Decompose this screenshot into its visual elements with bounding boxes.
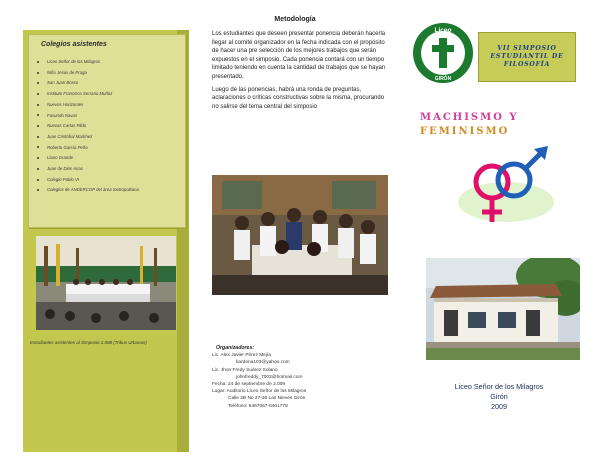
school-item (37, 185, 139, 196)
right-footer (420, 382, 578, 412)
methodology-paragraph: Los estudiantes que deseen presentar ponencia deberán hacerla llegar al comité organizador en la fecha indicada con el propósito de hacer una pre selección de los mejores trabajos que serán expuestos en el simposio. Cada ponencia contará con un tiempo limitado teniendo en cuenta la cantidad de trabajos que se hayan presentado. (212, 31, 386, 80)
school-item (37, 143, 139, 154)
school-logo (412, 22, 474, 84)
bullet-icon (37, 104, 39, 106)
bullet-icon (37, 136, 39, 138)
organizer-line: Lic. Jhon Fredy Suárez Solano (212, 367, 278, 373)
event-phone: Teléfono: 6467067-6461778 (228, 403, 288, 409)
school-name: Niño Jesús de Praga (47, 69, 87, 75)
footer-year: 2009 (491, 402, 507, 411)
school-name: Liceo Señor de los Milagros (47, 59, 101, 64)
schools-list (37, 57, 139, 196)
auditorium-photo (36, 236, 176, 330)
school-name: Facundo Navas (47, 112, 78, 118)
event-address: Calle 2B No 27-35 Las Nieves Girón (228, 396, 306, 402)
school-item (37, 121, 139, 132)
school-name: Nuevos Horizontes (47, 101, 84, 107)
school-name: Instituto Francisco Serrano Muñoz (47, 91, 113, 97)
school-name: Juan Cristóbal Martínez (47, 133, 93, 139)
event-title-line: ESTUDIANTIL DE (490, 53, 564, 60)
school-item (37, 153, 139, 164)
footer-school-name: Liceo Señor de los Milagros (454, 382, 544, 391)
school-name: Juan de Dios Arias (47, 166, 83, 172)
bullet-icon (37, 125, 39, 127)
school-item (37, 132, 139, 143)
bullet-icon (37, 61, 39, 63)
school-item (37, 164, 139, 175)
bullet-icon (37, 82, 39, 84)
bullet-icon (37, 157, 39, 159)
theme-title-line2: FEMINISMO (420, 126, 510, 137)
bullet-icon (37, 146, 39, 148)
school-name: Nuevas Cartas Pildo (47, 123, 87, 129)
school-item (37, 100, 139, 111)
event-date: Fecha: 24 de septiembre de 2.009 (212, 382, 286, 388)
event-title-box (478, 32, 576, 82)
event-title-line: FILOSOFÍA (503, 61, 551, 68)
bullet-icon (37, 93, 39, 95)
organizer-line: Lic. Alex Javier Pérez Mejía (212, 353, 271, 359)
school-name: Roberto García Peña (47, 144, 88, 150)
school-name: San Juan Bosco (47, 80, 79, 86)
school-item (37, 68, 139, 79)
bullet-icon (37, 189, 39, 191)
school-item (37, 175, 139, 186)
organizer-email: kardena103@yahoo.com (236, 360, 290, 366)
organizers-title: Organizadores: (216, 345, 255, 351)
organizer-email: johnfreddy_7002@hotmail.com (236, 374, 303, 380)
bullet-icon (37, 72, 39, 74)
gender-symbols-graphic (448, 140, 568, 230)
bullet-icon (37, 179, 39, 181)
event-title-line: VII SIMPOSIO (497, 45, 557, 52)
school-name: Llano Grande (47, 155, 74, 161)
methodology-body (212, 30, 392, 115)
methodology-heading: Metodología (274, 16, 316, 23)
footer-city: Girón (490, 392, 508, 401)
photo-caption: Estudiantes asistentes al Simposio 2.008 (Tribus Urbanas) (30, 340, 147, 345)
logo-top-text: Liceo (434, 27, 452, 34)
schools-card (28, 34, 186, 228)
theme-title-line1: MACHISMO Y (420, 112, 519, 123)
schools-title: Colegios asistentes (41, 41, 107, 48)
school-building-photo (426, 258, 580, 360)
school-item (37, 89, 139, 100)
event-place: Lugar: Auditorio Liceo Señor de los Milagros (212, 389, 307, 395)
bullet-icon (37, 168, 39, 170)
school-item (37, 111, 139, 122)
bullet-icon (37, 114, 39, 116)
methodology-paragraph: Luego de las ponencias, habrá una ronda de preguntas, aclaraciones o críticas constructivas sobre la misma, procurando no salirse del tema central del simposio (212, 86, 385, 110)
students-photo (212, 175, 388, 295)
school-item (37, 78, 139, 89)
school-name: Colegios de ANDERCOP del área metropolitana (47, 187, 139, 193)
school-name: Colegio Pablo VI (47, 176, 80, 182)
organizers-block (206, 345, 396, 410)
school-item (37, 57, 139, 68)
logo-bottom-text: GIRÓN (434, 76, 452, 82)
